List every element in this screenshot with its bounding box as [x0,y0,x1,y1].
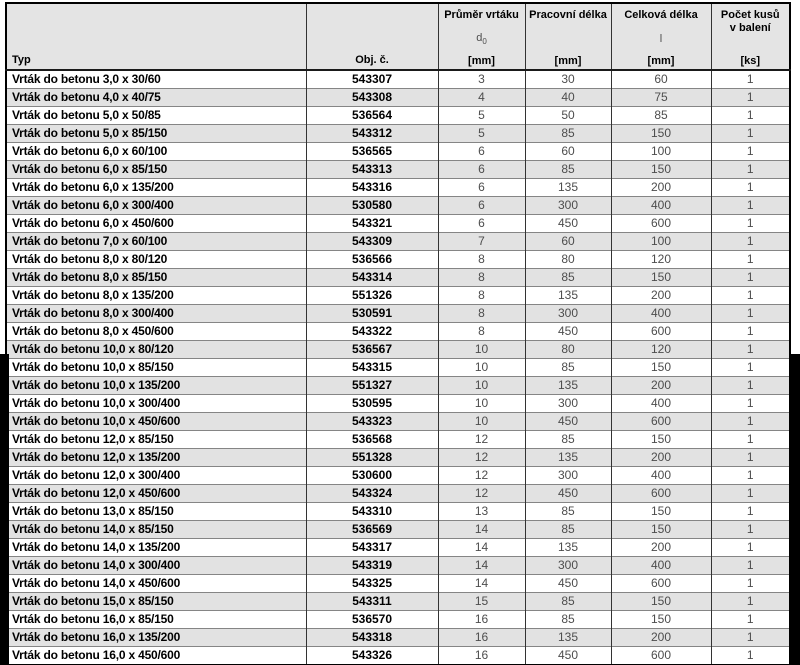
table-row [6,70,790,89]
col-header-prumer [438,3,525,70]
cell-typ: Vrták do betonu 8,0 x 300/400 [6,305,306,323]
pocet-title: Počet kusů v balení [720,9,780,35]
cell-pracovni: 135 [525,629,611,647]
col-header-pocet [711,3,790,70]
cell-obj: 551328 [306,449,438,467]
cell-typ: Vrták do betonu 6,0 x 60/100 [6,143,306,161]
cell-pracovni: 300 [525,467,611,485]
cell-typ: Vrták do betonu 13,0 x 85/150 [6,503,306,521]
cell-typ: Vrták do betonu 14,0 x 135/200 [6,539,306,557]
cell-obj: 543322 [306,323,438,341]
cell-obj: 536564 [306,107,438,125]
cell-obj: 543307 [306,70,438,89]
cell-celkova: 600 [611,413,711,431]
cell-obj: 543324 [306,485,438,503]
cell-celkova: 100 [611,233,711,251]
table-row [6,575,790,593]
table-row [6,557,790,575]
cell-pracovni: 30 [525,70,611,89]
cell-pocet: 1 [711,89,790,107]
cell-prumer: 15 [438,593,525,611]
cell-pocet: 1 [711,485,790,503]
pracovni-symbol-spacer [566,33,569,45]
cell-prumer: 8 [438,251,525,269]
cell-typ: Vrták do betonu 14,0 x 300/400 [6,557,306,575]
cell-pocet: 1 [711,521,790,539]
cell-pocet: 1 [711,107,790,125]
celkova-symbol: l [659,32,663,45]
cell-celkova: 400 [611,467,711,485]
cell-pracovni: 80 [525,251,611,269]
table-row [6,143,790,161]
cell-typ: Vrták do betonu 8,0 x 85/150 [6,269,306,287]
pocet-symbol-spacer [749,39,752,51]
cell-typ: Vrták do betonu 14,0 x 450/600 [6,575,306,593]
cell-celkova: 600 [611,647,711,665]
table-row [6,377,790,395]
cell-pocet: 1 [711,125,790,143]
cell-prumer: 12 [438,431,525,449]
cell-typ: Vrták do betonu 8,0 x 80/120 [6,251,306,269]
cell-pracovni: 85 [525,359,611,377]
prumer-title: Průměr vrtáku [444,9,519,21]
col-header-obj [306,3,438,70]
cell-obj: 530580 [306,197,438,215]
cell-pocet: 1 [711,70,790,89]
table-row [6,305,790,323]
cell-pracovni: 85 [525,125,611,143]
cell-pracovni: 80 [525,341,611,359]
table-row [6,503,790,521]
table-row [6,107,790,125]
cell-typ: Vrták do betonu 16,0 x 135/200 [6,629,306,647]
cell-typ: Vrták do betonu 12,0 x 450/600 [6,485,306,503]
cell-obj: 543314 [306,269,438,287]
cell-prumer: 3 [438,70,525,89]
cell-typ: Vrták do betonu 3,0 x 30/60 [12,72,161,86]
cell-pocet: 1 [711,629,790,647]
pocet-unit: [ks] [740,55,761,67]
cell-celkova: 400 [611,305,711,323]
cell-typ: Vrták do betonu 10,0 x 85/150 [6,359,306,377]
cell-prumer: 5 [438,125,525,143]
cell-pocet: 1 [711,557,790,575]
table-row [6,593,790,611]
cell-obj: 543317 [306,539,438,557]
cell-celkova: 150 [611,611,711,629]
cell-typ: Vrták do betonu 10,0 x 135/200 [6,377,306,395]
cell-pracovni: 450 [525,323,611,341]
cell-celkova: 150 [611,521,711,539]
cell-obj: 543311 [306,593,438,611]
table-row [6,449,790,467]
col-header-typ [6,3,306,70]
cell-typ: Vrták do betonu 16,0 x 450/600 [6,647,306,665]
cell-prumer: 14 [438,557,525,575]
cell-pracovni: 85 [525,611,611,629]
page-edge-marker-right [791,354,800,665]
prumer-symbol: $d_0$ [476,31,487,46]
cell-obj: 543321 [306,215,438,233]
cell-pracovni: 300 [525,557,611,575]
cell-prumer: 8 [438,305,525,323]
cell-pocet: 1 [711,143,790,161]
cell-typ: Vrták do betonu 6,0 x 450/600 [6,215,306,233]
cell-pracovni: 135 [525,287,611,305]
cell-pocet: 1 [711,179,790,197]
cell-obj: 543318 [306,629,438,647]
obj-header-label: Obj. č. [355,54,389,66]
cell-pocet: 1 [711,251,790,269]
cell-pocet: 1 [711,161,790,179]
cell-celkova: 150 [611,593,711,611]
cell-prumer: 13 [438,503,525,521]
cell-obj: 543309 [306,233,438,251]
cell-typ: Vrták do betonu 12,0 x 135/200 [6,449,306,467]
cell-pracovni: 85 [525,161,611,179]
cell-pracovni: 135 [525,449,611,467]
cell-prumer: 6 [438,215,525,233]
cell-prumer: 4 [438,89,525,107]
cell-prumer: 6 [438,143,525,161]
cell-prumer: 6 [438,197,525,215]
table-row [6,611,790,629]
cell-obj: 530595 [306,395,438,413]
table-row [6,161,790,179]
cell-obj: 536568 [306,431,438,449]
cell-obj: 543315 [306,359,438,377]
cell-celkova: 200 [611,287,711,305]
cell-pocet: 1 [711,611,790,629]
cell-typ: Vrták do betonu 8,0 x 450/600 [6,323,306,341]
cell-obj: 530600 [306,467,438,485]
cell-celkova: 150 [611,125,711,143]
cell-prumer: 7 [438,233,525,251]
cell-celkova: 75 [611,89,711,107]
cell-celkova: 200 [611,449,711,467]
cell-prumer: 10 [438,359,525,377]
cell-pocet: 1 [711,323,790,341]
product-table [5,2,791,665]
cell-typ: Vrták do betonu 8,0 x 135/200 [6,287,306,305]
cell-obj: 543316 [306,179,438,197]
col-header-pracovni [525,3,611,70]
cell-pocet: 1 [711,305,790,323]
celkova-title: Celková délka [624,9,698,21]
cell-obj: 543308 [306,89,438,107]
cell-celkova: 600 [611,575,711,593]
cell-typ: Vrták do betonu 15,0 x 85/150 [6,593,306,611]
cell-pracovni: 85 [525,269,611,287]
cell-celkova: 200 [611,179,711,197]
table-body [6,70,790,665]
cell-prumer: 10 [438,377,525,395]
cell-celkova: 600 [611,215,711,233]
cell-celkova: 100 [611,143,711,161]
page-edge-marker-left [0,354,9,665]
col-header-celkova [611,3,711,70]
cell-prumer: 12 [438,485,525,503]
cell-typ: Vrták do betonu 4,0 x 40/75 [6,89,306,107]
table-row [6,197,790,215]
cell-celkova: 200 [611,629,711,647]
cell-pracovni: 50 [525,107,611,125]
cell-celkova: 120 [611,341,711,359]
cell-typ: Vrták do betonu 6,0 x 300/400 [6,197,306,215]
cell-pocet: 1 [711,503,790,521]
cell-pocet: 1 [711,215,790,233]
cell-prumer: 14 [438,575,525,593]
table-row [6,647,790,665]
cell-obj: 543326 [306,647,438,665]
cell-prumer: 5 [438,107,525,125]
cell-typ: Vrták do betonu 5,0 x 50/85 [6,107,306,125]
pracovni-unit: [mm] [554,55,582,67]
cell-pracovni: 450 [525,647,611,665]
cell-pracovni: 300 [525,197,611,215]
cell-prumer: 14 [438,539,525,557]
table-row [6,323,790,341]
cell-typ: Vrták do betonu 12,0 x 300/400 [6,467,306,485]
table-row [6,341,790,359]
cell-typ: Vrták do betonu 14,0 x 85/150 [6,521,306,539]
table-row [6,467,790,485]
cell-celkova: 600 [611,323,711,341]
cell-pracovni: 60 [525,233,611,251]
cell-pocet: 1 [711,647,790,665]
cell-pocet: 1 [711,233,790,251]
table-row [6,629,790,647]
cell-typ: Vrták do betonu 6,0 x 135/200 [6,179,306,197]
table-row [6,485,790,503]
cell-celkova: 150 [611,431,711,449]
cell-pracovni: 135 [525,377,611,395]
cell-pocet: 1 [711,539,790,557]
table-row [6,539,790,557]
cell-celkova: 120 [611,251,711,269]
cell-pracovni: 135 [525,179,611,197]
cell-pracovni: 450 [525,413,611,431]
cell-celkova: 200 [611,377,711,395]
table-row [6,179,790,197]
cell-typ: Vrták do betonu 10,0 x 80/120 [6,341,306,359]
cell-obj: 530591 [306,305,438,323]
cell-typ: Vrták do betonu 10,0 x 450/600 [6,413,306,431]
cell-prumer: 12 [438,467,525,485]
table-row [6,359,790,377]
table-row [6,89,790,107]
cell-celkova: 600 [611,485,711,503]
cell-pracovni: 85 [525,521,611,539]
cell-celkova: 150 [611,503,711,521]
cell-celkova: 60 [611,70,711,89]
cell-pocet: 1 [711,197,790,215]
cell-pracovni: 450 [525,215,611,233]
table-row [6,395,790,413]
table-row [6,269,790,287]
table-row [6,521,790,539]
cell-pracovni: 85 [525,503,611,521]
cell-pocet: 1 [711,413,790,431]
cell-pocet: 1 [711,269,790,287]
cell-obj: 543325 [306,575,438,593]
cell-pracovni: 450 [525,485,611,503]
cell-typ: Vrták do betonu 7,0 x 60/100 [6,233,306,251]
cell-obj: 536570 [306,611,438,629]
cell-pocet: 1 [711,395,790,413]
cell-prumer: 8 [438,323,525,341]
cell-pocet: 1 [711,575,790,593]
cell-prumer: 10 [438,341,525,359]
cell-prumer: 6 [438,161,525,179]
cell-celkova: 85 [611,107,711,125]
cell-pracovni: 300 [525,395,611,413]
cell-typ: Vrták do betonu 16,0 x 85/150 [6,611,306,629]
cell-celkova: 200 [611,539,711,557]
cell-typ: Vrták do betonu 6,0 x 85/150 [6,161,306,179]
cell-pocet: 1 [711,431,790,449]
cell-obj: 543323 [306,413,438,431]
cell-celkova: 400 [611,197,711,215]
cell-prumer: 8 [438,269,525,287]
table-row [6,431,790,449]
typ-header-label: Typ [12,54,31,66]
cell-pocet: 1 [711,449,790,467]
prumer-unit: [mm] [468,55,495,67]
table-header [6,3,790,70]
cell-celkova: 150 [611,269,711,287]
cell-prumer: 16 [438,611,525,629]
cell-typ: Vrták do betonu 5,0 x 85/150 [6,125,306,143]
cell-pocet: 1 [711,377,790,395]
cell-prumer: 16 [438,629,525,647]
cell-prumer: 8 [438,287,525,305]
cell-celkova: 400 [611,557,711,575]
cell-pracovni: 135 [525,539,611,557]
cell-pocet: 1 [711,467,790,485]
cell-pocet: 1 [711,593,790,611]
table-row [6,233,790,251]
cell-pracovni: 450 [525,575,611,593]
cell-prumer: 16 [438,647,525,665]
cell-obj: 536567 [306,341,438,359]
cell-obj: 536569 [306,521,438,539]
cell-obj: 536566 [306,251,438,269]
cell-prumer: 6 [438,179,525,197]
cell-prumer: 10 [438,413,525,431]
cell-typ: Vrták do betonu 10,0 x 300/400 [6,395,306,413]
cell-pocet: 1 [711,341,790,359]
cell-celkova: 400 [611,395,711,413]
cell-prumer: 10 [438,395,525,413]
cell-obj: 543319 [306,557,438,575]
cell-pracovni: 40 [525,89,611,107]
cell-prumer: 14 [438,521,525,539]
cell-pracovni: 85 [525,431,611,449]
celkova-unit: [mm] [647,55,675,67]
cell-pracovni: 85 [525,593,611,611]
table-row [6,413,790,431]
cell-obj: 543313 [306,161,438,179]
cell-celkova: 150 [611,359,711,377]
cell-obj: 536565 [306,143,438,161]
cell-pracovni: 300 [525,305,611,323]
cell-pracovni: 60 [525,143,611,161]
pracovni-title: Pracovní délka [529,9,607,21]
table-row [6,125,790,143]
cell-obj: 551327 [306,377,438,395]
table-row [6,251,790,269]
cell-prumer: 12 [438,449,525,467]
table-row [6,215,790,233]
cell-obj: 551326 [306,287,438,305]
cell-obj: 543312 [306,125,438,143]
cell-obj: 543310 [306,503,438,521]
cell-typ: Vrták do betonu 12,0 x 85/150 [6,431,306,449]
cell-pocet: 1 [711,359,790,377]
table-row [6,287,790,305]
cell-celkova: 150 [611,161,711,179]
cell-pocet: 1 [711,287,790,305]
